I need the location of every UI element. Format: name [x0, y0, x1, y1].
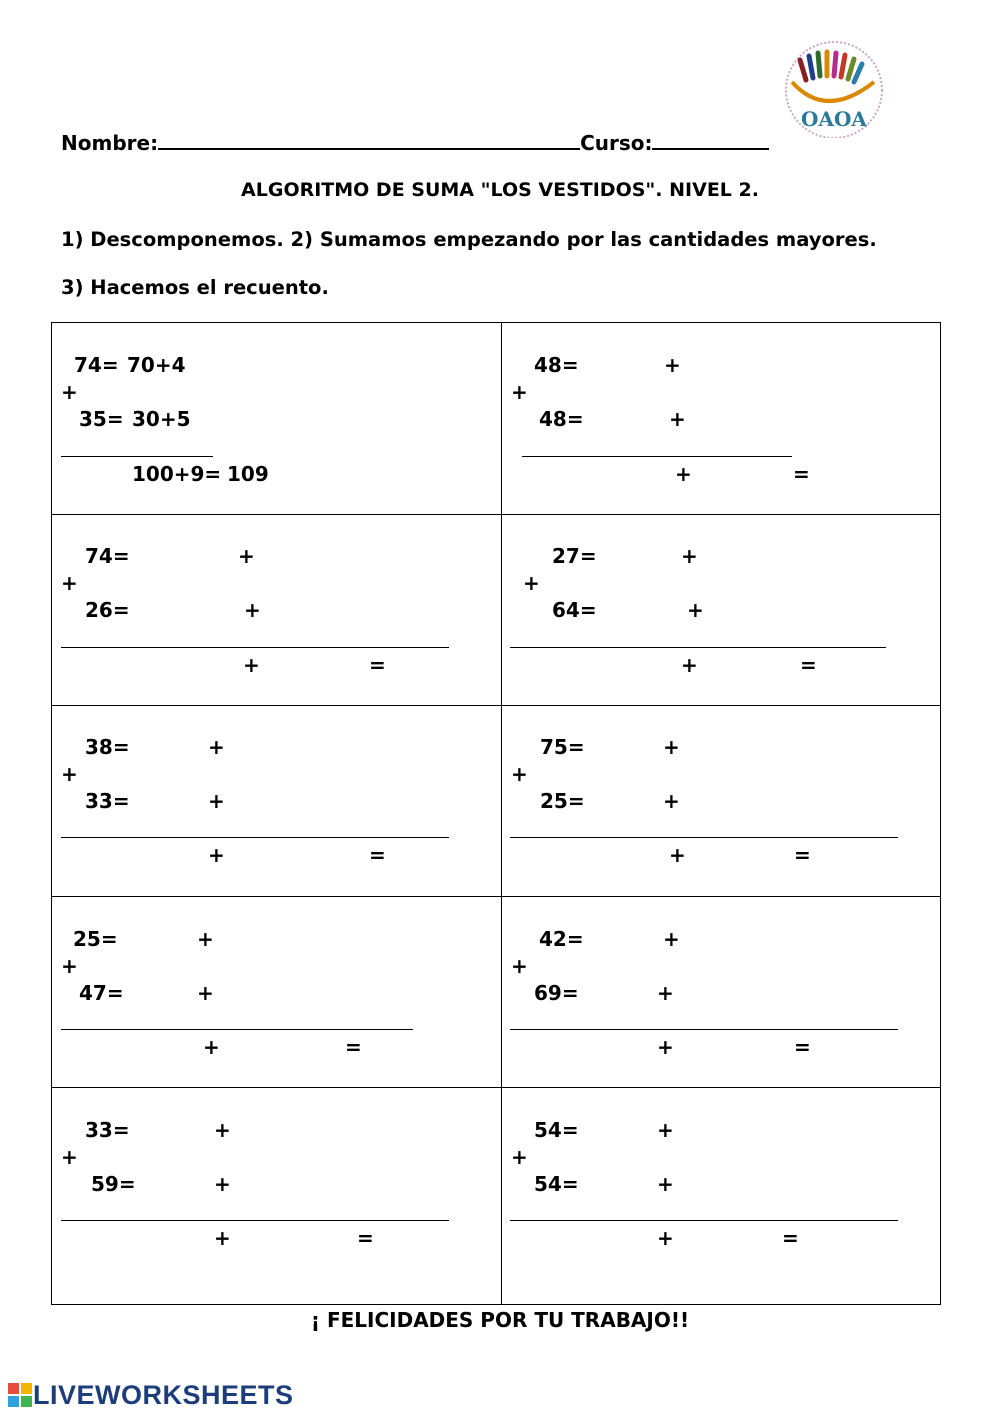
addend-a: 33= [85, 1118, 130, 1142]
plus-sign: + [214, 1226, 231, 1250]
equals-sign: = [793, 462, 810, 486]
plus-sign: + [214, 1172, 231, 1196]
sum-line [510, 837, 898, 838]
exercise-cell [501, 896, 941, 1087]
addend-a: 27= [552, 544, 597, 568]
exercise-cell-example [52, 323, 501, 514]
equals-sign: = [345, 1035, 362, 1059]
plus-sign: + [669, 407, 686, 431]
plus-sign: + [244, 598, 261, 622]
plus-sign: + [214, 1118, 231, 1142]
sum-line [510, 1029, 898, 1030]
liveworksheets-icon [8, 1383, 32, 1407]
plus-sign: + [657, 1172, 674, 1196]
instruction-1: 1) Descomponemos. 2) Sumamos empezando por las cantidades mayores. [61, 228, 877, 251]
liveworksheets-logo[interactable] [8, 1380, 294, 1410]
plus-sign: + [675, 462, 692, 486]
sum-line [61, 1220, 449, 1221]
instruction-2: 3) Hacemos el recuento. [61, 276, 329, 299]
plus-sign: + [61, 571, 78, 595]
plus-sign: + [61, 762, 78, 786]
exercise-grid [51, 322, 941, 1305]
addend-a: 48= [534, 353, 579, 377]
plus-sign: + [203, 1035, 220, 1059]
plus-sign: + [61, 1145, 78, 1169]
course-blank [652, 130, 769, 150]
exercise-cell [501, 514, 941, 705]
addend-a: 25= [73, 927, 118, 951]
brand-name: LIVEWORKSHEETS [33, 1379, 294, 1410]
addend-b: 59= [91, 1172, 136, 1196]
plus-sign: + [681, 544, 698, 568]
addend-b: 26= [85, 598, 130, 622]
equals-sign: = [357, 1226, 374, 1250]
equals-sign: = [369, 843, 386, 867]
plus-sign: + [511, 380, 528, 404]
plus-sign: + [681, 653, 698, 677]
equals-sign: = [794, 843, 811, 867]
plus-sign: + [197, 981, 214, 1005]
plus-sign: + [663, 735, 680, 759]
addend-a: 42= [539, 927, 584, 951]
logo-text: OAOA [801, 107, 867, 131]
addend-b: 33= [85, 789, 130, 813]
addend-a-decomposition: 70+4 [127, 353, 186, 377]
worksheet-title: ALGORITMO DE SUMA "LOS VESTIDOS". NIVEL 2. [241, 179, 759, 201]
addend-b: 35= [79, 407, 124, 431]
plus-sign: + [669, 843, 686, 867]
addend-a: 74= [85, 544, 130, 568]
addend-b: 47= [79, 981, 124, 1005]
exercise-cell [501, 705, 941, 896]
plus-sign: + [61, 380, 78, 404]
addend-b: 25= [540, 789, 585, 813]
equals-sign: = [782, 1226, 799, 1250]
sum-line [61, 1029, 413, 1030]
addend-b: 48= [539, 407, 584, 431]
equals-sign: = [794, 1035, 811, 1059]
plus-sign: + [243, 653, 260, 677]
congratulations-message: ¡ FELICIDADES POR TU TRABAJO!! [310, 1308, 690, 1332]
addend-a: 54= [534, 1118, 579, 1142]
plus-sign: + [208, 843, 225, 867]
sum-line [61, 837, 449, 838]
plus-sign: + [657, 1118, 674, 1142]
sum-line [61, 647, 449, 648]
plus-sign: + [511, 762, 528, 786]
addend-b-decomposition: 30+5 [132, 407, 191, 431]
addend-a: 38= [85, 735, 130, 759]
student-info-line [61, 130, 769, 155]
plus-sign: + [663, 927, 680, 951]
plus-sign: + [687, 598, 704, 622]
plus-sign: + [663, 789, 680, 813]
plus-sign: + [238, 544, 255, 568]
exercise-cell [52, 896, 501, 1087]
addend-a: 74= [74, 353, 119, 377]
plus-sign: + [657, 1035, 674, 1059]
plus-sign: + [511, 1145, 528, 1169]
partial-sum: 100+9= [132, 462, 222, 486]
sum-line [522, 456, 792, 457]
total: 109 [227, 462, 269, 486]
addend-b: 64= [552, 598, 597, 622]
sum-line [510, 1220, 898, 1221]
exercise-cell [501, 1087, 941, 1305]
plus-sign: + [208, 735, 225, 759]
exercise-cell [501, 323, 941, 514]
equals-sign: = [800, 653, 817, 677]
exercise-cell [52, 1087, 501, 1305]
plus-sign: + [657, 981, 674, 1005]
addend-b: 69= [534, 981, 579, 1005]
course-label: Curso: [580, 131, 653, 155]
exercise-cell [52, 514, 501, 705]
exercise-cell [52, 705, 501, 896]
plus-sign: + [197, 927, 214, 951]
name-blank [158, 130, 580, 150]
name-label: Nombre: [61, 131, 159, 155]
plus-sign: + [664, 353, 681, 377]
sum-line [510, 647, 886, 648]
plus-sign: + [511, 954, 528, 978]
plus-sign: + [657, 1226, 674, 1250]
oaoa-logo [776, 38, 894, 138]
plus-sign: + [61, 954, 78, 978]
sum-line [61, 456, 213, 457]
addend-b: 54= [534, 1172, 579, 1196]
plus-sign: + [208, 789, 225, 813]
addend-a: 75= [540, 735, 585, 759]
plus-sign: + [523, 571, 540, 595]
equals-sign: = [369, 653, 386, 677]
